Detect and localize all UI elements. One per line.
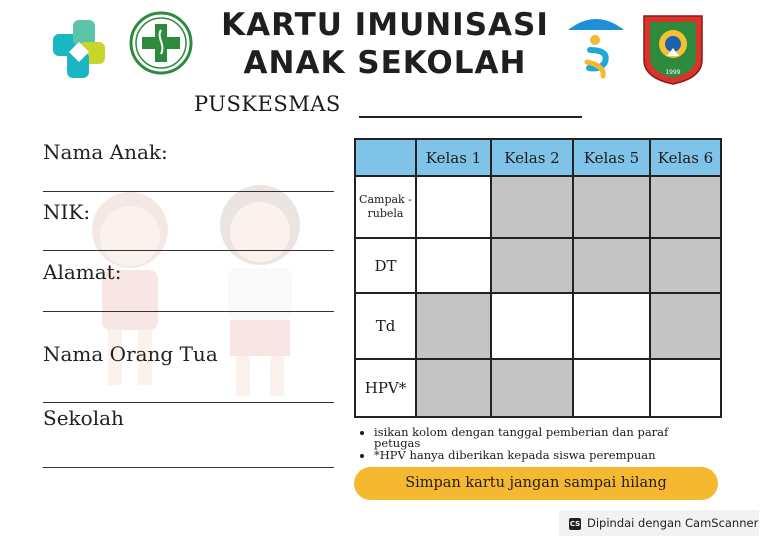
cell-td-kelas-2[interactable] <box>491 293 573 359</box>
alamat-input-line[interactable] <box>43 311 334 312</box>
cell-td-kelas-1 <box>416 293 491 359</box>
nama-orang-tua-input-line[interactable] <box>43 402 334 403</box>
emblem-year: 1999 <box>665 69 681 76</box>
row-label-td: Td <box>355 293 416 359</box>
table-row <box>355 176 721 238</box>
cell-campak-kelas-1[interactable] <box>416 176 491 238</box>
cell-td-kelas-6 <box>650 293 721 359</box>
camscanner-icon: CS <box>569 519 581 528</box>
row-label-hpv: HPV* <box>355 359 416 417</box>
cell-dt-kelas-1[interactable] <box>416 238 491 293</box>
cell-hpv-kelas-1 <box>416 359 491 417</box>
title-line-2: ANAK SEKOLAH <box>243 45 527 81</box>
bakti-husada-logo-icon <box>128 10 194 76</box>
nik-input-line[interactable] <box>43 250 334 251</box>
puskesmas-input-line[interactable] <box>359 116 582 118</box>
cell-hpv-kelas-2 <box>491 359 573 417</box>
notes-list <box>356 427 716 462</box>
scanner-watermark <box>559 510 759 536</box>
column-header-kelas-5: Kelas 5 <box>573 139 650 176</box>
cell-td-kelas-5[interactable] <box>573 293 650 359</box>
column-header-kelas-6: Kelas 6 <box>650 139 721 176</box>
regional-emblem-icon <box>640 12 706 86</box>
note-item: • *HPV hanya diberikan kepada siswa perempuan <box>374 450 716 461</box>
column-header-kelas-1: Kelas 1 <box>416 139 491 176</box>
sekolah-input-line[interactable] <box>43 467 334 468</box>
imunisasi-logo-icon <box>565 10 627 82</box>
nama-orang-tua-label: Nama Orang Tua <box>43 342 218 366</box>
cell-campak-kelas-2 <box>491 176 573 238</box>
column-header-kelas-2: Kelas 2 <box>491 139 573 176</box>
alamat-label: Alamat: <box>43 260 122 284</box>
cell-dt-kelas-6 <box>650 238 721 293</box>
immunization-table <box>354 138 722 418</box>
sekolah-label: Sekolah <box>43 406 124 430</box>
nama-anak-label: Nama Anak: <box>43 140 168 164</box>
table-corner-cell <box>355 139 416 176</box>
cell-campak-kelas-6 <box>650 176 721 238</box>
children-illustration-icon <box>60 170 340 410</box>
row-label-campak-rubela: Campak - rubela <box>355 176 416 238</box>
reminder-banner: Simpan kartu jangan sampai hilang <box>354 467 718 500</box>
nik-label: NIK: <box>43 200 91 224</box>
cell-hpv-kelas-5[interactable] <box>573 359 650 417</box>
card-title <box>205 6 565 82</box>
cell-campak-kelas-5 <box>573 176 650 238</box>
table-header-row <box>355 139 721 176</box>
title-line-1: KARTU IMUNISASI <box>221 7 549 43</box>
table-row <box>355 238 721 293</box>
table-row <box>355 293 721 359</box>
cell-dt-kelas-2 <box>491 238 573 293</box>
scanner-text: Dipindai dengan CamScanner <box>587 516 759 530</box>
row-label-dt: DT <box>355 238 416 293</box>
cell-hpv-kelas-6[interactable] <box>650 359 721 417</box>
puskesmas-label: PUSKESMAS <box>194 92 341 116</box>
kemenkes-logo-icon <box>45 12 117 84</box>
cell-dt-kelas-5 <box>573 238 650 293</box>
table-row <box>355 359 721 417</box>
note-item: • isikan kolom dengan tanggal pemberian dan paraf petugas <box>374 427 716 449</box>
nama-anak-input-line[interactable] <box>43 191 334 192</box>
